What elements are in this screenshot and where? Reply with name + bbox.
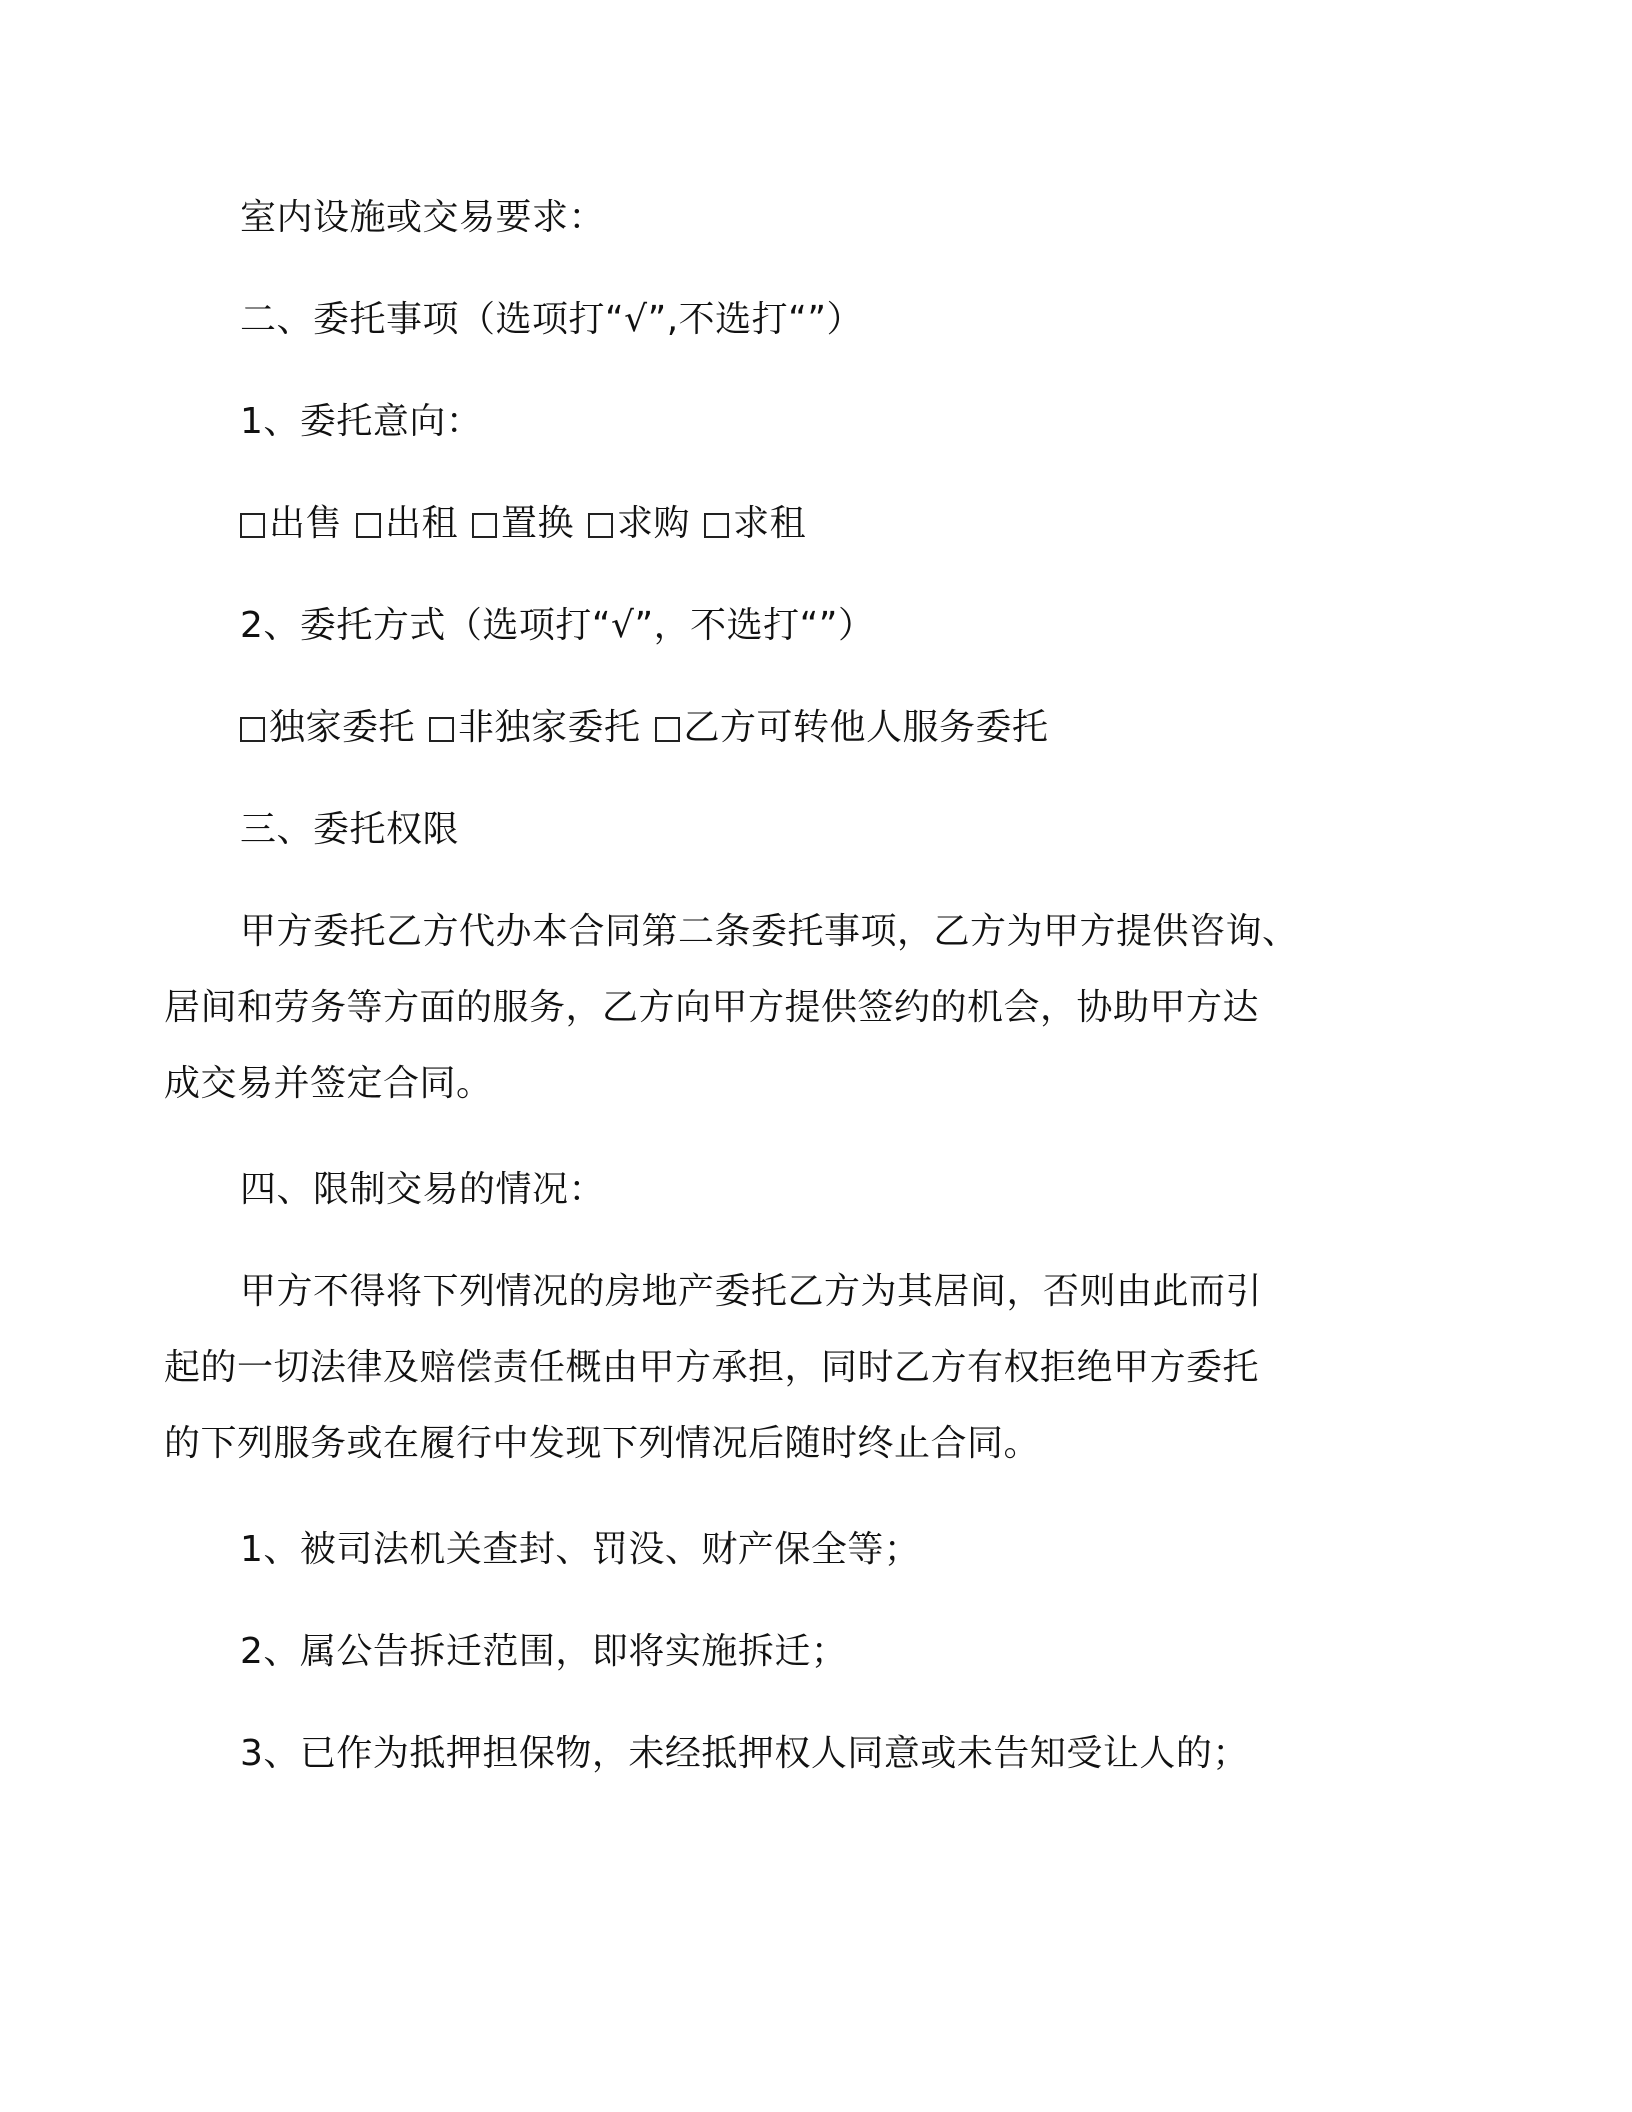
intent-option-buy[interactable] [588, 502, 690, 546]
paragraph-line: 的下列服务或在履行中发现下列情况后随时终止合同。 [164, 1423, 1041, 1464]
option-label: 置换 [501, 503, 575, 544]
intent-heading: 1、委托意向： [240, 401, 483, 442]
method-heading: 2、委托方式（选项打“√”，不选打“”） [240, 605, 875, 646]
restriction-paragraph [164, 1270, 1380, 1466]
option-label: 求租 [733, 503, 807, 544]
checkbox-icon[interactable] [240, 717, 265, 742]
intent-options-row [240, 502, 820, 546]
method-options-row [240, 706, 1063, 750]
option-label: 乙方可转他人服务委托 [683, 707, 1049, 748]
restriction-item-2: 2、属公告拆迁范围，即将实施拆迁； [240, 1631, 848, 1672]
intent-option-sell[interactable] [240, 502, 342, 546]
paragraph-line: 起的一切法律及赔偿责任概由甲方承担，同时乙方有权拒绝甲方委托 [164, 1347, 1260, 1388]
option-label: 独家委托 [269, 707, 416, 748]
checkbox-icon[interactable] [356, 513, 381, 538]
paragraph-line: 成交易并签定合同。 [164, 1063, 493, 1104]
checkbox-icon[interactable] [472, 513, 497, 538]
intent-option-rent-in[interactable] [704, 502, 806, 546]
option-label: 求购 [617, 503, 691, 544]
option-label: 非独家委托 [458, 707, 641, 748]
checkbox-icon[interactable] [588, 513, 613, 538]
option-label: 出租 [385, 503, 459, 544]
method-option-non-exclusive[interactable] [429, 706, 641, 750]
checkbox-icon[interactable] [704, 513, 729, 538]
paragraph-line: 居间和劳务等方面的服务，乙方向甲方提供签约的机会，协助甲方达 [164, 987, 1260, 1028]
restriction-item-3: 3、已作为抵押担保物，未经抵押权人同意或未告知受让人的； [240, 1733, 1249, 1774]
section-2-heading: 二、委托事项（选项打“√”,不选打“”） [240, 299, 863, 340]
method-option-exclusive[interactable] [240, 706, 415, 750]
paragraph-line: 甲方不得将下列情况的房地产委托乙方为其居间，否则由此而引 [240, 1271, 1263, 1312]
checkbox-icon[interactable] [655, 717, 680, 742]
section-4-heading: 四、限制交易的情况： [240, 1169, 606, 1210]
option-label: 出售 [269, 503, 343, 544]
checkbox-icon[interactable] [429, 717, 454, 742]
intent-option-exchange[interactable] [472, 502, 574, 546]
intent-option-rent-out[interactable] [356, 502, 458, 546]
facilities-requirement-line: 室内设施或交易要求： [240, 197, 606, 238]
authority-paragraph [164, 910, 1380, 1106]
checkbox-icon[interactable] [240, 513, 265, 538]
paragraph-line: 甲方委托乙方代办本合同第二条委托事项，乙方为甲方提供咨询、 [240, 911, 1299, 952]
restriction-item-1: 1、被司法机关查封、罚没、财产保全等； [240, 1529, 921, 1570]
section-3-heading: 三、委托权限 [240, 809, 460, 850]
method-option-transferable[interactable] [655, 706, 1049, 750]
